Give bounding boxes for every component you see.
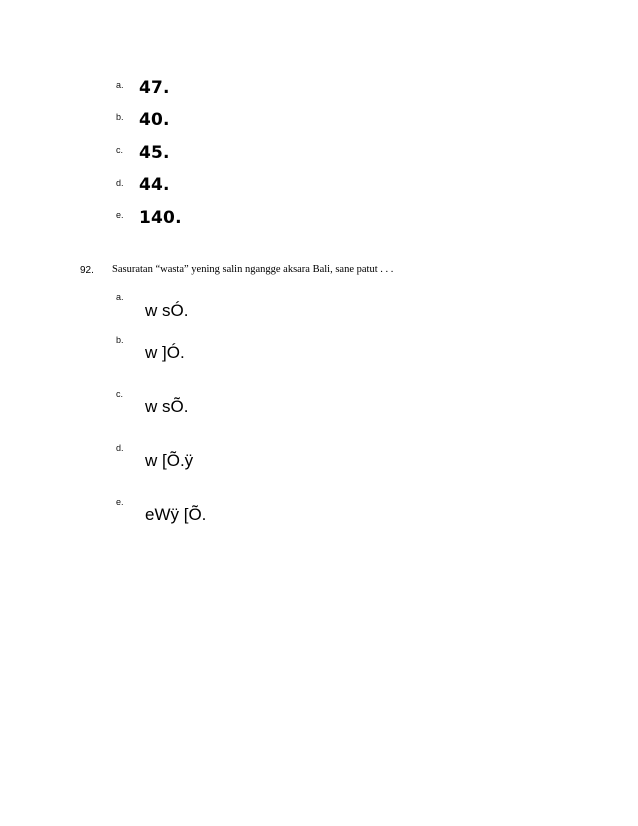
question-text: Sasuratan “wasta” yening salin ngangge aksara Bali, sane patut . . . bbox=[112, 264, 394, 275]
option-letter-d: d. bbox=[116, 443, 124, 453]
option-text-a: 47. bbox=[139, 78, 170, 98]
question-number: 92. bbox=[80, 265, 94, 276]
option-letter-b: b. bbox=[116, 335, 124, 345]
option-text-b: 40. bbox=[139, 110, 170, 130]
option-text-a: w sÓ. bbox=[145, 301, 189, 320]
option-letter-d: d. bbox=[116, 178, 124, 188]
option-text-d: 44. bbox=[139, 175, 170, 195]
option-text-e: 140. bbox=[139, 208, 182, 228]
option-text-b: w ]Ó. bbox=[145, 343, 185, 362]
option-letter-c: c. bbox=[116, 389, 124, 399]
option-letter-c: c. bbox=[116, 145, 124, 155]
option-text-e: eWÿ [Õ. bbox=[145, 505, 207, 524]
option-text-d: w [Õ.ÿ bbox=[145, 451, 194, 470]
option-letter-e: e. bbox=[116, 497, 124, 507]
option-text-c: 45. bbox=[139, 143, 170, 163]
option-letter-a: a. bbox=[116, 80, 124, 90]
option-text-c: w sÕ. bbox=[145, 397, 189, 416]
option-letter-a: a. bbox=[116, 292, 124, 302]
option-letter-e: e. bbox=[116, 210, 124, 220]
option-letter-b: b. bbox=[116, 112, 124, 122]
